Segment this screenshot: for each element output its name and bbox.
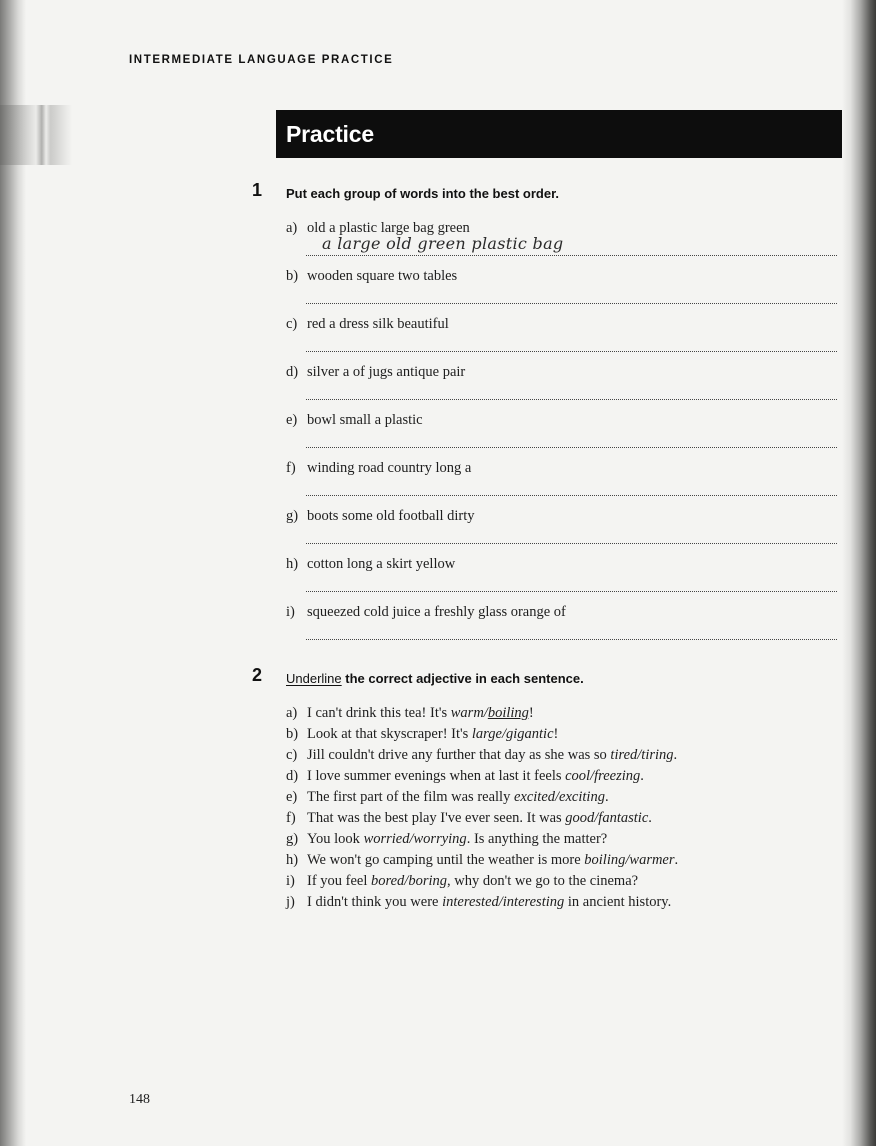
- item-words: silver a of jugs antique pair: [307, 364, 466, 380]
- exercise-1-number: 1: [252, 180, 263, 200]
- sentence-before: If you feel: [307, 873, 372, 889]
- item-words: boots some old football dirty: [307, 508, 475, 524]
- item-label: b): [286, 268, 299, 284]
- choice-option-1[interactable]: warm/: [450, 705, 488, 721]
- adjective-choice[interactable]: tired/tiring: [610, 747, 674, 763]
- choice-option-2-underlined[interactable]: boiling: [487, 705, 529, 721]
- sentence-before: I didn't think you were: [307, 894, 443, 910]
- sentence-label: c): [286, 747, 298, 763]
- sentence-label: b): [286, 726, 299, 742]
- ex2-sentence-i: [286, 873, 638, 890]
- sentence-label: f): [286, 810, 296, 826]
- sentence-after: !: [528, 705, 534, 721]
- item-words: wooden square two tables: [307, 268, 458, 284]
- sentence-after: in ancient history.: [564, 894, 672, 910]
- ex2-sentence-h: [286, 852, 678, 869]
- scan-shadow-right: [842, 0, 876, 1146]
- item-words: winding road country long a: [307, 460, 472, 476]
- ex2-sentence-j: [286, 894, 671, 911]
- sentence-label: g): [286, 831, 299, 847]
- item-label: d): [286, 364, 299, 380]
- ex1-item-c: [286, 316, 449, 333]
- sentence-label: i): [286, 873, 295, 889]
- adjective-choice[interactable]: worried/worrying: [363, 831, 467, 847]
- sentence-after: .: [640, 768, 644, 784]
- sentence-label: a): [286, 705, 298, 721]
- adjective-choice[interactable]: interested/interesting: [442, 894, 565, 910]
- ex2-sentence-f: [286, 810, 652, 827]
- ex2-sentence-b: [286, 726, 558, 743]
- answer-line-i[interactable]: [306, 637, 837, 640]
- scan-binding-mark: [0, 105, 72, 165]
- item-words: red a dress silk beautiful: [307, 316, 449, 332]
- item-words: squeezed cold juice a freshly glass orange of: [307, 604, 566, 620]
- answer-line-e[interactable]: [306, 445, 837, 448]
- sentence-after: . Is anything the matter?: [466, 831, 608, 847]
- item-label: c): [286, 316, 298, 332]
- ex1-item-b: [286, 268, 457, 285]
- sentence-after: .: [604, 789, 609, 805]
- handwritten-answer: a large old green plastic bag: [322, 234, 564, 253]
- answer-line-c[interactable]: [306, 349, 837, 352]
- adjective-choice[interactable]: large/gigantic: [471, 726, 554, 742]
- ex2-sentence-e: [286, 789, 609, 806]
- exercise-2-number: 2: [252, 665, 263, 685]
- sentence-after: , why don't we go to the cinema?: [447, 873, 639, 889]
- sentence-after: .: [673, 747, 678, 763]
- adjective-choice[interactable]: [451, 705, 529, 721]
- item-label: f): [286, 460, 296, 476]
- adjective-choice[interactable]: excited/exciting: [513, 789, 605, 805]
- adjective-choice[interactable]: good/fantastic: [565, 810, 649, 826]
- sentence-before: I love summer evenings when at last it feels: [307, 768, 566, 784]
- sentence-before: The first part of the film was really: [307, 789, 514, 805]
- instruction-rest: the correct adjective in each sentence.: [341, 671, 584, 686]
- sentence-before: I can't drink this tea! It's: [307, 705, 451, 721]
- ex1-item-g: [286, 508, 475, 525]
- item-label: e): [286, 412, 298, 428]
- ex2-sentence-g: [286, 831, 607, 848]
- sentence-label: d): [286, 768, 299, 784]
- sentence-before: That was the best play I've ever seen. It was: [307, 810, 566, 826]
- instruction-underline-word: Underline: [286, 671, 342, 686]
- adjective-choice[interactable]: cool/freezing: [565, 768, 641, 784]
- ex1-item-f: [286, 460, 471, 477]
- ex2-sentence-d: [286, 768, 644, 785]
- item-label: g): [286, 508, 299, 524]
- running-head: INTERMEDIATE LANGUAGE PRACTICE: [129, 54, 394, 66]
- sentence-before: We won't go camping until the weather is more: [307, 852, 585, 868]
- answer-line-h[interactable]: [306, 589, 837, 592]
- section-banner: [276, 110, 842, 158]
- answer-line-f[interactable]: [306, 493, 837, 496]
- item-label: h): [286, 556, 299, 572]
- item-words: bowl small a plastic: [307, 412, 423, 428]
- answer-line-d[interactable]: [306, 397, 837, 400]
- item-words: old a plastic large bag green: [307, 220, 470, 236]
- sentence-before: You look: [307, 831, 364, 847]
- item-label: a): [286, 220, 298, 236]
- answer-line-g[interactable]: [306, 541, 837, 544]
- adjective-choice[interactable]: boiling/warmer: [584, 852, 675, 868]
- section-title: Practice: [286, 121, 374, 147]
- ex2-sentence-a: [286, 705, 534, 722]
- sentence-after: .: [648, 810, 652, 826]
- exercise-2-instruction: [286, 671, 584, 686]
- ex1-item-i: [286, 604, 566, 621]
- sentence-label: e): [286, 789, 298, 805]
- sentence-after: .: [674, 852, 679, 868]
- ex1-item-d: [286, 364, 465, 381]
- ex2-sentence-c: [286, 747, 677, 764]
- sentence-label: j): [286, 894, 295, 910]
- scan-shadow-left: [0, 0, 26, 1146]
- item-label: i): [286, 604, 295, 620]
- answer-line-a[interactable]: [306, 253, 837, 256]
- exercise-1-instruction: Put each group of words into the best order.: [286, 186, 560, 201]
- answer-line-b[interactable]: [306, 301, 837, 304]
- page-number: 148: [129, 1092, 150, 1107]
- sentence-before: Jill couldn't drive any further that day as she was so: [307, 747, 611, 763]
- item-words: cotton long a skirt yellow: [307, 556, 456, 572]
- sentence-before: Look at that skyscraper! It's: [307, 726, 472, 742]
- ex1-item-h: [286, 556, 455, 573]
- adjective-choice[interactable]: bored/boring: [371, 873, 448, 889]
- sentence-after: !: [553, 726, 559, 742]
- ex1-item-e: [286, 412, 423, 429]
- sentence-label: h): [286, 852, 299, 868]
